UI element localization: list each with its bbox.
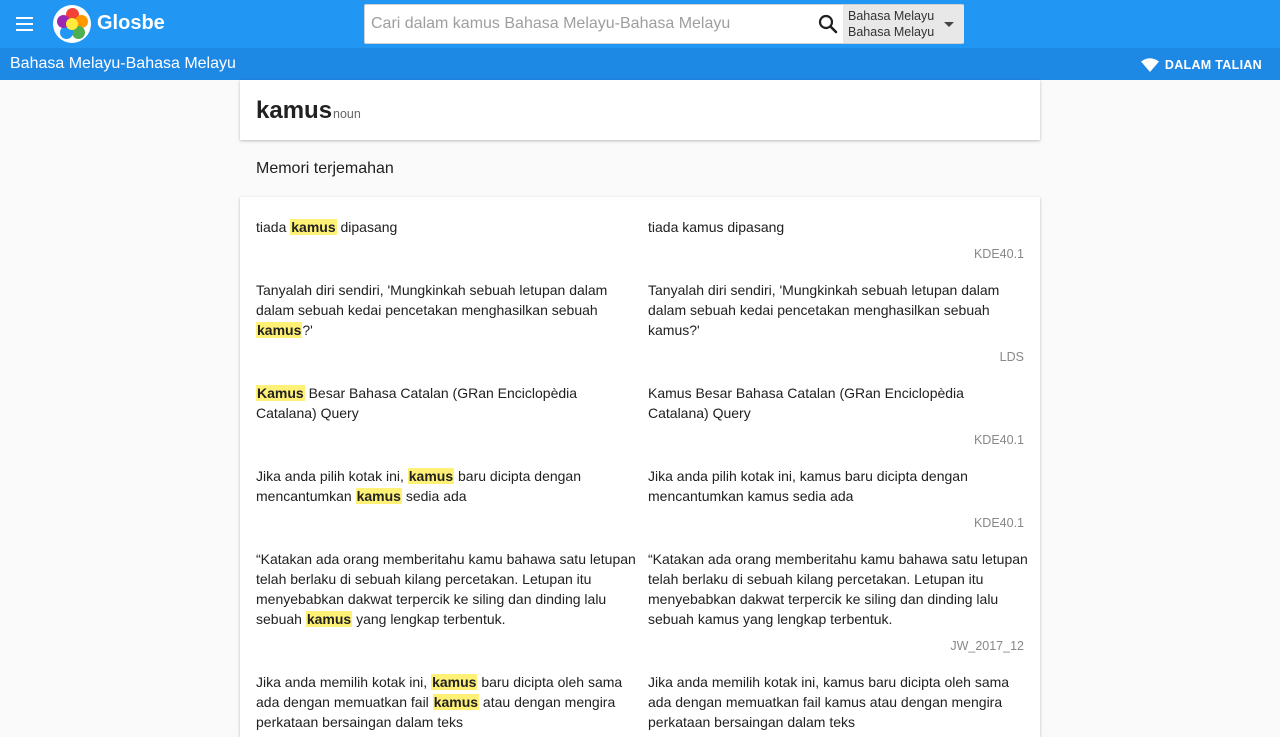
lang-to: Bahasa Melayu xyxy=(848,25,935,39)
source-reference: LDS xyxy=(999,350,1024,364)
target-sentence: Jika anda memilih kotak ini, kamus baru dicipta oleh sama ada dengan memuatkan fail kamus atau dengan mengira perkataan bersaingan dalam teks xyxy=(648,674,1010,730)
source-reference: KDE40.1 xyxy=(973,516,1024,530)
search-icon[interactable] xyxy=(813,9,843,39)
online-status xyxy=(1141,56,1262,74)
brand-name[interactable]: Glosbe xyxy=(97,12,165,34)
highlighted-term: kamus xyxy=(291,219,336,235)
highlighted-term: kamus xyxy=(432,674,477,690)
lang-from: Bahasa Melayu xyxy=(848,9,935,23)
caret-down-icon xyxy=(944,22,954,27)
translation-memory-title: Memori terjemahan xyxy=(256,160,394,177)
highlighted-term: kamus xyxy=(433,694,479,710)
source-sentence: “Katakan ada orang memberitahu kamu bahawa satu letupan telah berlaku di sebuah kilang percetakan. Letupan itu menyebabkan dakwat terpercik ke siling dan dinding lalu sebuah kamus yang lengkap terbentuk. xyxy=(256,551,636,627)
online-status-label: DALAM TALIAN xyxy=(1164,58,1262,72)
source-reference: KDE40.1 xyxy=(973,433,1024,447)
target-sentence: Jika anda pilih kotak ini, kamus baru dicipta dengan mencantumkan kamus sedia ada xyxy=(648,468,968,504)
wifi-icon xyxy=(1141,58,1159,72)
target-sentence: tiada kamus dipasang xyxy=(648,219,785,235)
source-sentence: Jika anda memilih kotak ini, kamus baru dicipta oleh sama ada dengan memuatkan fail kamus atau dengan mengira perkataan bersaingan dalam teks xyxy=(256,674,623,730)
entry-header-card xyxy=(240,80,1040,140)
source-sentence: Kamus Besar Bahasa Catalan (GRan Enciclopèdia Catalana) Query xyxy=(256,385,578,421)
highlighted-term: kamus xyxy=(408,468,454,484)
highlighted-term: kamus xyxy=(306,611,352,627)
highlighted-term: Kamus xyxy=(257,385,304,401)
search-input[interactable] xyxy=(371,5,811,43)
target-sentence: Tanyalah diri sendiri, 'Mungkinkah sebuah letupan dalam dalam sebuah kedai pencetakan menghasilkan sebuah kamus?' xyxy=(648,282,1000,338)
translation-memory-card xyxy=(240,197,1040,737)
glosbe-logo-icon[interactable] xyxy=(53,5,91,43)
part-of-speech: noun xyxy=(333,107,361,121)
highlighted-term: kamus xyxy=(257,322,302,338)
search-box xyxy=(364,4,964,44)
source-reference: KDE40.1 xyxy=(973,247,1024,261)
highlighted-term: kamus xyxy=(356,488,401,504)
sub-bar xyxy=(0,48,1280,80)
language-pair-select[interactable] xyxy=(843,5,964,43)
language-pair-title[interactable]: Bahasa Melayu-Bahasa Melayu xyxy=(10,55,236,72)
menu-icon[interactable] xyxy=(10,10,38,38)
top-bar xyxy=(0,0,1280,48)
source-reference: JW_2017_12 xyxy=(950,639,1024,653)
entry-word: kamus xyxy=(256,97,333,124)
target-sentence: Kamus Besar Bahasa Catalan (GRan Enciclopèdia Catalana) Query xyxy=(648,385,964,421)
source-sentence: Jika anda pilih kotak ini, kamus baru dicipta dengan mencantumkan kamus sedia ada xyxy=(256,468,581,504)
source-sentence: tiada kamus dipasang xyxy=(256,219,398,235)
target-sentence: “Katakan ada orang memberitahu kamu bahawa satu letupan telah berlaku di sebuah kilang percetakan. Letupan itu menyebabkan dakwat terpercik ke siling dan dinding lalu sebuah kamus yang lengkap terbentuk. xyxy=(648,551,1028,627)
source-sentence: Tanyalah diri sendiri, 'Mungkinkah sebuah letupan dalam dalam sebuah kedai pencetakan menghasilkan sebuah kamus?' xyxy=(256,282,608,338)
